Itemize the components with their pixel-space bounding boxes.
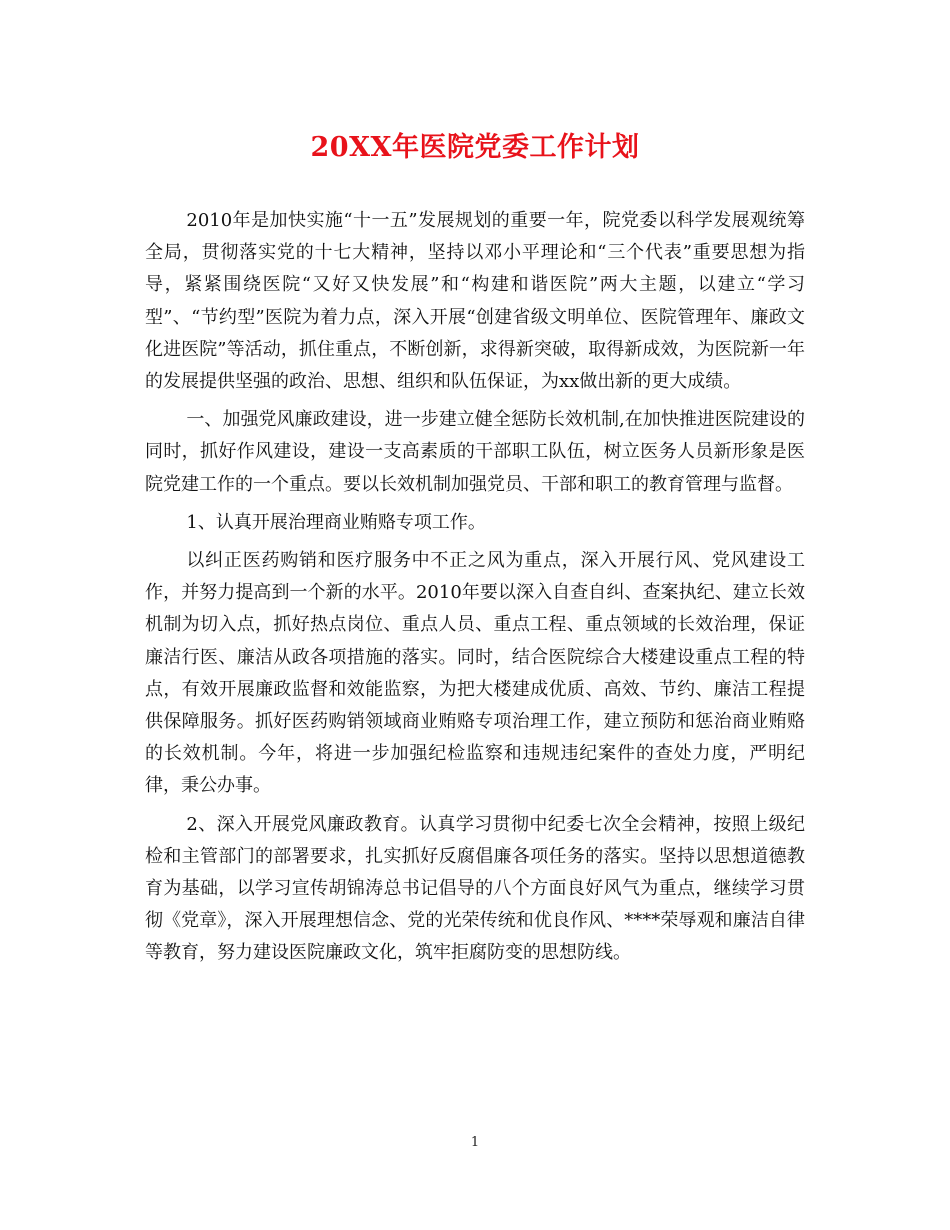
document-title: 20XX年医院党委工作计划 bbox=[310, 132, 640, 163]
page-number: 1 bbox=[470, 1135, 480, 1150]
document-body bbox=[145, 205, 805, 976]
paragraph-item-two: 2、深入开展党风廉政教育。认真学习贯彻中纪委七次全会精神，按照上级纪检和主管部门的部署要求，扎实抓好反腐倡廉各项任务的落实。坚持以思想道德教育为基础，以学习宣传胡锦涛总书记倡导的八个方面良好风气为重点，继续学习贯彻《党章》，深入开展理想信念、党的光荣传统和优良作风、****荣辱观和廉洁自律等教育，努力建设医院廉政文化，筑牢拒腐防变的思想防线。 bbox=[145, 813, 805, 964]
paragraph-item-one-body: 以纠正医药购销和医疗服务中不正之风为重点，深入开展行风、党风建设工作，并努力提高到一个新的水平。2010年要以深入自查自纠、查案执纪、建立长效机制为切入点，抓好热点岗位、重点人员、重点工程、重点领域的长效治理，保证廉洁行医、廉洁从政各项措施的落实。同时，结合医院综合大楼建设重点工程的特点，有效开展廉政监督和效能监察，为把大楼建成优质、高效、节约、廉洁工程提供保障服务。抓好医药购销领域商业贿赂专项治理工作，建立预防和惩治商业贿赂的长效机制。今年，将进一步加强纪检监察和违规违纪案件的查处力度，严明纪律，秉公办事。 bbox=[145, 550, 805, 797]
paragraph-section-one: 一、加强党风廉政建设，进一步建立健全惩防长效机制,在加快推进医院建设的同时，抓好作风建设，建设一支高素质的干部职工队伍，树立医务人员新形象是医院党建工作的一个重点。要以长效机制加强党员、干部和职工的教育管理与监督。 bbox=[145, 409, 805, 495]
paragraph-intro: 2010年是加快实施“十一五”发展规划的重要一年，院党委以科学发展观统筹全局，贯彻落实党的十七大精神，坚持以邓小平理论和“三个代表”重要思想为指导，紧紧围绕医院“又好又快发展”和“构建和谐医院”两大主题，以建立“学习型”、“节约型”医院为着力点，深入开展“创建省级文明单位、医院管理年、廉政文化进医院”等活动，抓住重点，不断创新，求得新突破，取得新成效，为医院新一年的发展提供坚强的政治、思想、组织和队伍保证，为xx做出新的更大成绩。 bbox=[145, 210, 805, 393]
paragraph-item-one-heading: 1、认真开展治理商业贿赂专项工作。 bbox=[186, 511, 486, 533]
